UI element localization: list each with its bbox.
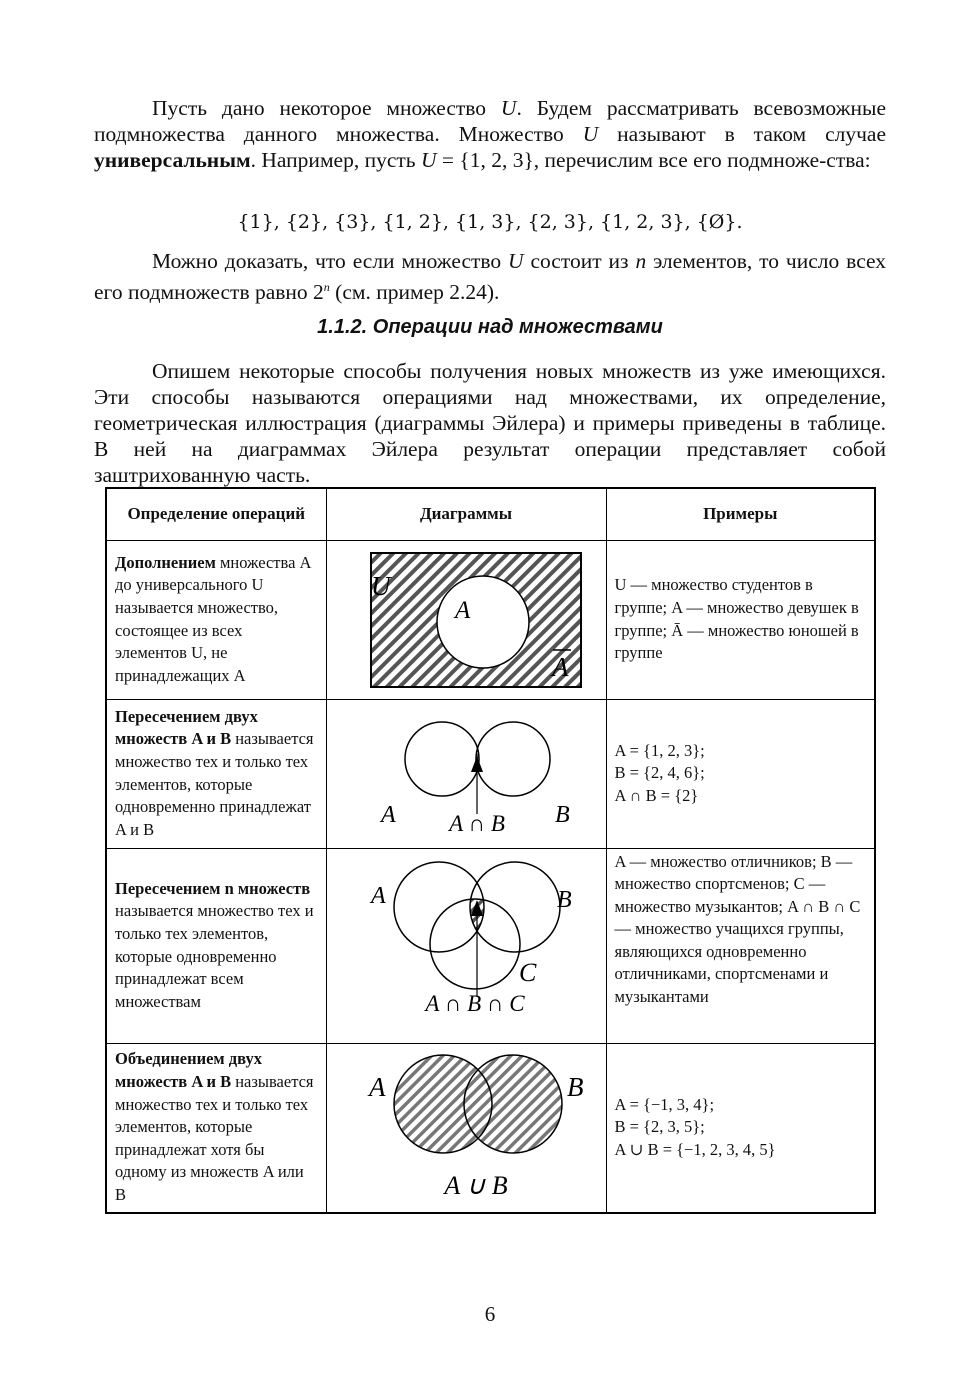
intro-paragraph-3: Опишем некоторые способы получения новых множеств из уже имеющихся. Эти способы называются операциями над множествами, их определение, геометрическая иллюстрация (диаграммы Эйлера) и примеры приведены в таблице. В ней на диаграммах Эйлера результат операции представляет собой заштрихованную часть. <box>94 359 886 487</box>
diagram-cell <box>326 699 606 848</box>
diagram-cell <box>326 848 606 1043</box>
label-a: A <box>454 596 470 624</box>
label-a: A <box>368 1071 385 1102</box>
label-result: A ∪ B <box>443 1170 508 1200</box>
union-diagram <box>335 1048 613 1208</box>
definition-cell: Объединением двух множеств A и B называется множество тех и только тех элементов, которые принадлежат хотя бы одному из множеств A или B <box>106 1043 326 1213</box>
example-line: B = {2, 4, 6}; <box>614 763 705 783</box>
header-definition: Определение операций <box>106 488 326 540</box>
header-diagrams: Диаграммы <box>326 488 606 540</box>
operations-table <box>105 487 876 1214</box>
set-a-circle <box>405 722 479 796</box>
table-row-intersection-n <box>106 848 875 1043</box>
intersection-n-diagram <box>335 853 613 1039</box>
diagram-cell <box>326 1043 606 1213</box>
example-line: A = {−1, 3, 4}; <box>614 1094 715 1114</box>
label-result: A ∩ B <box>448 810 505 836</box>
page-number: 6 <box>484 1302 496 1326</box>
label-c: C <box>518 957 536 987</box>
label-a-bar: A <box>551 651 568 682</box>
complement-diagram <box>335 545 613 695</box>
pointer-arrow-icon <box>471 756 483 772</box>
table-row-complement <box>106 540 875 699</box>
example-cell <box>606 699 875 848</box>
label-u: U <box>370 570 390 601</box>
definition-cell: Пересечением двух множеств A и B называется множество тех и только тех элементов, которые одновременно принадлежат A и B <box>106 699 326 848</box>
label-a: A <box>370 882 386 909</box>
table-row-intersection-two <box>106 699 875 848</box>
subsets-formula: {1}, {2}, {3}, {1, 2}, {1, 3}, {2, 3}, {1, 2, 3}, {Ø}. <box>237 211 743 233</box>
table-row-union <box>106 1043 875 1213</box>
diagram-cell <box>326 540 606 699</box>
label-b: B <box>566 1071 583 1102</box>
intersection-two-diagram <box>335 704 613 844</box>
example-cell: U — множество студентов в группе; A — множество девушек в группе; Ā — множество юношей в группе <box>606 540 875 699</box>
intro-paragraph-1: Пусть дано некоторое множество U. Будем рассматривать всевозможные подмножества данного множества. Множество U называют в таком случае универсальным. Например, пусть U = {1, 2, 3}, перечислим все его подмноже-ства: <box>94 96 886 172</box>
set-a-circle <box>437 576 529 668</box>
definition-cell: Пересечением n множеств называется множество тех и только тех элементов, которые одновременно принадлежат всем множествам <box>106 848 326 1043</box>
definition-cell: Дополнением множества A до универсального U называется множество, состоящее из всех элементов U, не принадлежащих A <box>106 540 326 699</box>
term-universal: универсальным <box>94 148 251 172</box>
label-result: A ∩ B ∩ C <box>424 990 525 1016</box>
example-cell: A — множество отличников; B — множество спортсменов; C — множество музыкантов; A ∩ B ∩ C — множество учащихся группы, являющихся одновременно отличниками, спортсменами и музыкантами <box>606 848 875 1043</box>
label-b: B <box>554 801 570 828</box>
label-a: A <box>380 801 396 828</box>
example-line: A ∪ B = {−1, 2, 3, 4, 5} <box>614 1139 776 1159</box>
example-line: B = {2, 3, 5}; <box>614 1117 705 1137</box>
label-b: B <box>556 886 572 913</box>
table-header-row <box>106 488 875 540</box>
example-line: A ∩ B = {2} <box>614 785 699 805</box>
example-line: A = {1, 2, 3}; <box>614 740 705 760</box>
example-cell <box>606 1043 875 1213</box>
intro-paragraph-2: Можно доказать, что если множество U состоит из n элементов, то число всех его подмножеств равно 2$^n$ (см. пример 2.24). <box>94 249 887 305</box>
set-b-circle <box>476 722 550 796</box>
header-examples: Примеры <box>606 488 875 540</box>
section-heading: 1.1.2. Операции над множествами <box>317 316 663 338</box>
